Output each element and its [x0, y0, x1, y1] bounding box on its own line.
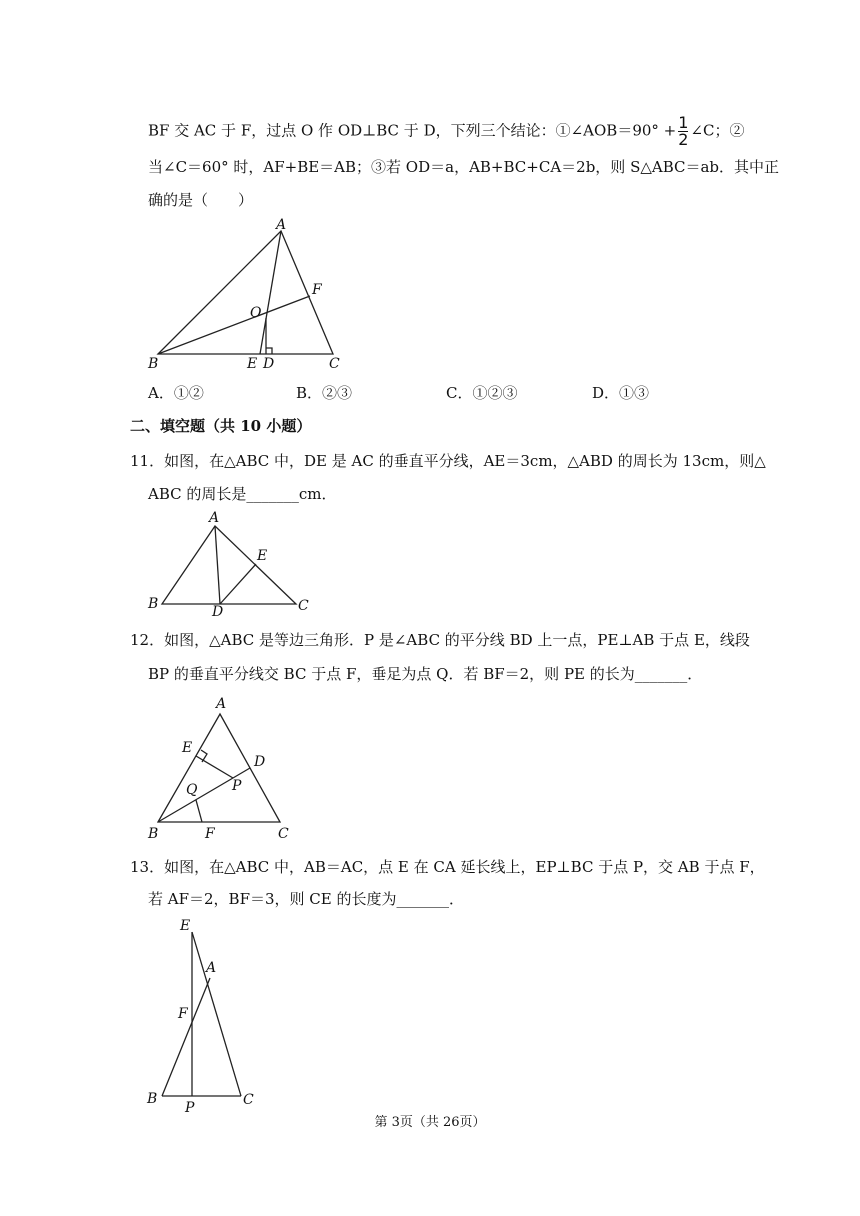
q11-figure	[162, 526, 296, 604]
q11-line-ad	[215, 526, 220, 604]
q12-line-qf	[196, 800, 202, 822]
q10-frac-den: 2	[678, 130, 689, 149]
q10-option-b: B．②③	[296, 384, 353, 402]
q10-label-f: F	[312, 282, 322, 298]
q11-label-c: C	[298, 598, 309, 614]
q10-label-e: E	[247, 356, 258, 372]
q12-text-line-1: 12．如图，△ABC 是等边三角形．P 是∠ABC 的平分线 BD 上一点，PE⊥AB 于点 E，线段	[130, 631, 750, 649]
q10-label-b: B	[148, 356, 159, 372]
q13-label-f: F	[178, 1006, 188, 1022]
q12-label-a: A	[216, 696, 227, 712]
q10-text-line-3: 确的是（ ）	[148, 191, 254, 209]
q10-frac-num: 1	[678, 113, 689, 132]
q12-label-b: B	[148, 826, 159, 842]
q10-line-bf	[158, 296, 310, 354]
q11-label-b: B	[148, 596, 159, 612]
q13-label-a: A	[206, 960, 217, 976]
q12-text-line-2: BP 的垂直平分线交 BC 于点 F，垂足为点 Q．若 BF＝2，则 PE 的长为_______．	[148, 665, 703, 683]
q13-line-ec	[192, 932, 241, 1096]
q10-option-d: D．①③	[592, 384, 650, 402]
q13-text-line-2: 若 AF＝2，BF＝3，则 CE 的长度为_______．	[148, 890, 464, 908]
q11-label-e: E	[257, 548, 268, 564]
q13-text-line-1: 13．如图，在△ABC 中，AB＝AC，点 E 在 CA 延长线上，EP⊥BC 于点 P，交 AB 于点 F，	[130, 858, 765, 876]
q11-label-a: A	[209, 510, 220, 526]
q12-label-e: E	[182, 740, 193, 756]
q10-option-c: C．①②③	[446, 384, 518, 402]
q10-line1-a: BF 交 AC 于 F，过点 O 作 OD⊥BC 于 D，下列三个结论：①∠AOB＝90° +	[148, 121, 677, 140]
q12-line-pe	[196, 756, 233, 778]
page-footer: 第 3页（共 26页）	[374, 1115, 486, 1130]
q13-label-p: P	[185, 1100, 195, 1116]
q12-label-q: Q	[186, 782, 198, 798]
q13-label-b: B	[147, 1091, 158, 1107]
section-heading: 二、填空题（共 10 小题）	[130, 417, 312, 435]
q10-option-a: A．①②	[148, 384, 204, 402]
q13-line-ba	[162, 978, 210, 1096]
q10-label-o: O	[250, 305, 262, 321]
q11-line-de	[220, 564, 256, 604]
q12-label-f: F	[205, 826, 215, 842]
q10-text-line-2: 当∠C＝60° 时，AF+BE＝AB；③若 OD＝a，AB+BC+CA＝2b，则 S△ABC＝ab．其中正	[148, 158, 780, 176]
q10-label-a: A	[276, 217, 287, 233]
q12-line-bd	[158, 768, 250, 822]
q13-label-e: E	[180, 918, 191, 934]
q12-label-d: D	[254, 754, 266, 770]
q12-label-c: C	[278, 826, 289, 842]
q13-label-c: C	[243, 1092, 254, 1108]
q12-label-p: P	[232, 778, 242, 794]
q10-line1-b: ∠C；②	[690, 121, 745, 140]
q10-figure	[158, 231, 333, 354]
q11-triangle-abc	[162, 526, 296, 604]
q11-label-d: D	[212, 604, 224, 620]
q10-right-angle-mark	[266, 348, 272, 354]
q11-text-line-2: ABC 的周长是_______cm．	[148, 485, 337, 503]
q11-text-line-1: 11．如图，在△ABC 中，DE 是 AC 的垂直平分线，AE＝3cm，△ABD 的周长为 13cm，则△	[130, 452, 766, 470]
q13-figure	[162, 932, 241, 1096]
q10-label-d: D	[263, 356, 275, 372]
q10-label-c: C	[329, 356, 340, 372]
q10-triangle-abc	[158, 231, 333, 354]
